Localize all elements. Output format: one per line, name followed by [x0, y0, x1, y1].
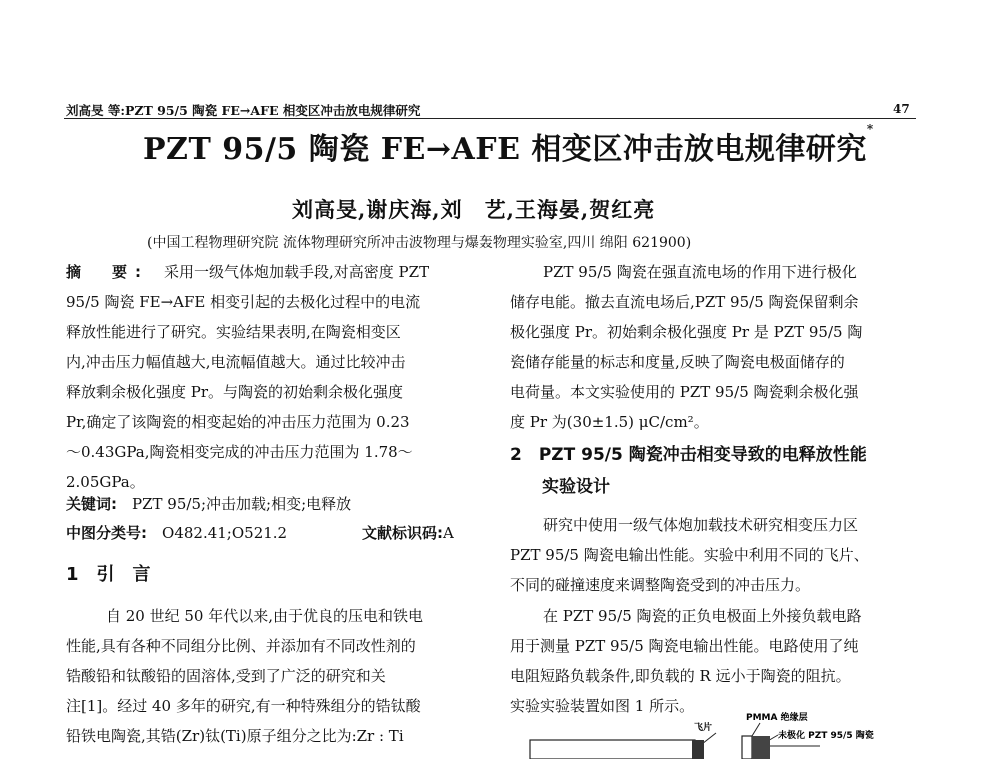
keywords — [66, 489, 476, 519]
body-line: 度 Pr 为(30±1.5) μC/cm²。 — [510, 413, 709, 431]
abstract-line: 内,冲击压力幅值越大,电流幅值越大。通过比较冲击 — [66, 353, 406, 371]
body-line: PZT 95/5 陶瓷电输出性能。实验中利用不同的飞片、 — [510, 546, 869, 564]
doc-code-value: A — [443, 524, 454, 542]
section-2-title-cont: 实验设计 — [542, 477, 610, 497]
body-line: PZT 95/5 陶瓷在强直流电场的作用下进行极化 — [543, 263, 857, 281]
section-1-title: 引 言 — [96, 564, 151, 585]
author-list: 刘高旻,谢庆海,刘 艺,王海晏,贺红亮 — [292, 197, 656, 222]
body-line: 锆酸铅和钛酸铅的固溶体,受到了广泛的研究和关 — [66, 667, 386, 685]
header-rule — [64, 118, 916, 119]
experimental-setup-figure — [520, 710, 920, 759]
paper-title-text: PZT 95/5 陶瓷 FE→AFE 相变区冲击放电规律研究 — [143, 132, 867, 167]
body-line: 实验实验装置如图 1 所示。 — [510, 697, 695, 715]
body-line: 性能,具有各种不同组分比例、并添加有不同改性剂的 — [66, 637, 416, 655]
abstract-line: ～0.43GPa,陶瓷相变完成的冲击压力范围为 1.78～ — [66, 443, 413, 461]
abstract-line: Pr,确定了该陶瓷的相变起始的冲击压力范围为 0.23 — [66, 413, 410, 431]
pzt-ceramic — [752, 736, 770, 759]
section-1-number: 1 — [66, 564, 79, 585]
flyer-plate — [692, 740, 704, 759]
body-line: 瓷储存能量的标志和度量,反映了陶瓷电极面储存的 — [510, 353, 845, 371]
figure-label-pmma: PMMA 绝缘层 — [746, 713, 808, 723]
abstract-line: 释放性能进行了研究。实验结果表明,在陶瓷相变区 — [66, 323, 401, 341]
body-line: 注[1]。经过 40 多年的研究,有一种特殊组分的锆钛酸 — [66, 697, 421, 715]
abstract-line: 95/5 陶瓷 FE→AFE 相变引起的去极化过程中的电流 — [66, 293, 421, 311]
figure-label-flyer: 飞片 — [694, 723, 713, 733]
gun-barrel — [530, 740, 695, 759]
keywords-label: 关键词: — [66, 495, 117, 513]
body-line: 自 20 世纪 50 年代以来,由于优良的压电和铁电 — [106, 607, 424, 625]
section-2-title: PZT 95/5 陶瓷冲击相变导致的电释放性能 — [538, 445, 867, 465]
paper-title — [143, 124, 874, 168]
figure-label-ceramic: 未极化 PZT 95/5 陶瓷 — [778, 731, 874, 741]
classification — [66, 518, 476, 548]
body-line: 储存电能。撤去直流电场后,PZT 95/5 陶瓷保留剩余 — [510, 293, 859, 311]
section-2-number: 2 — [510, 445, 522, 465]
abstract-line: 释放剩余极化强度 Pr。与陶瓷的初始剩余极化强度 — [66, 383, 404, 401]
body-line: 铅铁电陶瓷,其锆(Zr)钛(Ti)原子组分之比为:Zr : Ti — [66, 727, 404, 745]
abstract-label: 摘 要: — [66, 263, 149, 281]
title-footnote-mark: * — [866, 122, 874, 136]
body-line: 电荷量。本文实验使用的 PZT 95/5 陶瓷剩余极化强 — [510, 383, 859, 401]
page-number: 47 — [893, 102, 910, 116]
body-line: 电阻短路负载条件,即负载的 R 远小于陶瓷的阻抗。 — [510, 667, 851, 685]
abstract-line: 2.05GPa。 — [66, 473, 145, 491]
pmma-layer — [742, 736, 752, 759]
section-1-heading — [66, 560, 476, 590]
affiliation: (中国工程物理研究院 流体物理研究所冲击波物理与爆轰物理实验室,四川 绵阳 621900) — [147, 235, 692, 251]
section-2-heading — [510, 440, 915, 470]
body-line: 不同的碰撞速度来调整陶瓷受到的冲击压力。 — [510, 576, 811, 594]
body-line: 极化强度 Pr。初始剩余极化强度 Pr 是 PZT 95/5 陶 — [510, 323, 863, 341]
classification-value: O482.41;O521.2 — [162, 524, 288, 542]
running-header: 刘高旻 等:PZT 95/5 陶瓷 FE→AFE 相变区冲击放电规律研究 — [66, 103, 421, 118]
body-line: 用于测量 PZT 95/5 陶瓷电输出性能。电路使用了纯 — [510, 637, 859, 655]
body-line: 研究中使用一级气体炮加载技术研究相变压力区 — [543, 516, 859, 534]
doc-code-label: 文献标识码: — [362, 524, 443, 542]
body-line: 在 PZT 95/5 陶瓷的正负电极面上外接负载电路 — [543, 607, 862, 625]
keywords-value: PZT 95/5;冲击加载;相变;电释放 — [132, 495, 352, 513]
classification-label: 中图分类号: — [66, 524, 147, 542]
abstract-line: 摘 要: 采用一级气体炮加载手段,对高密度 PZT — [66, 263, 430, 281]
